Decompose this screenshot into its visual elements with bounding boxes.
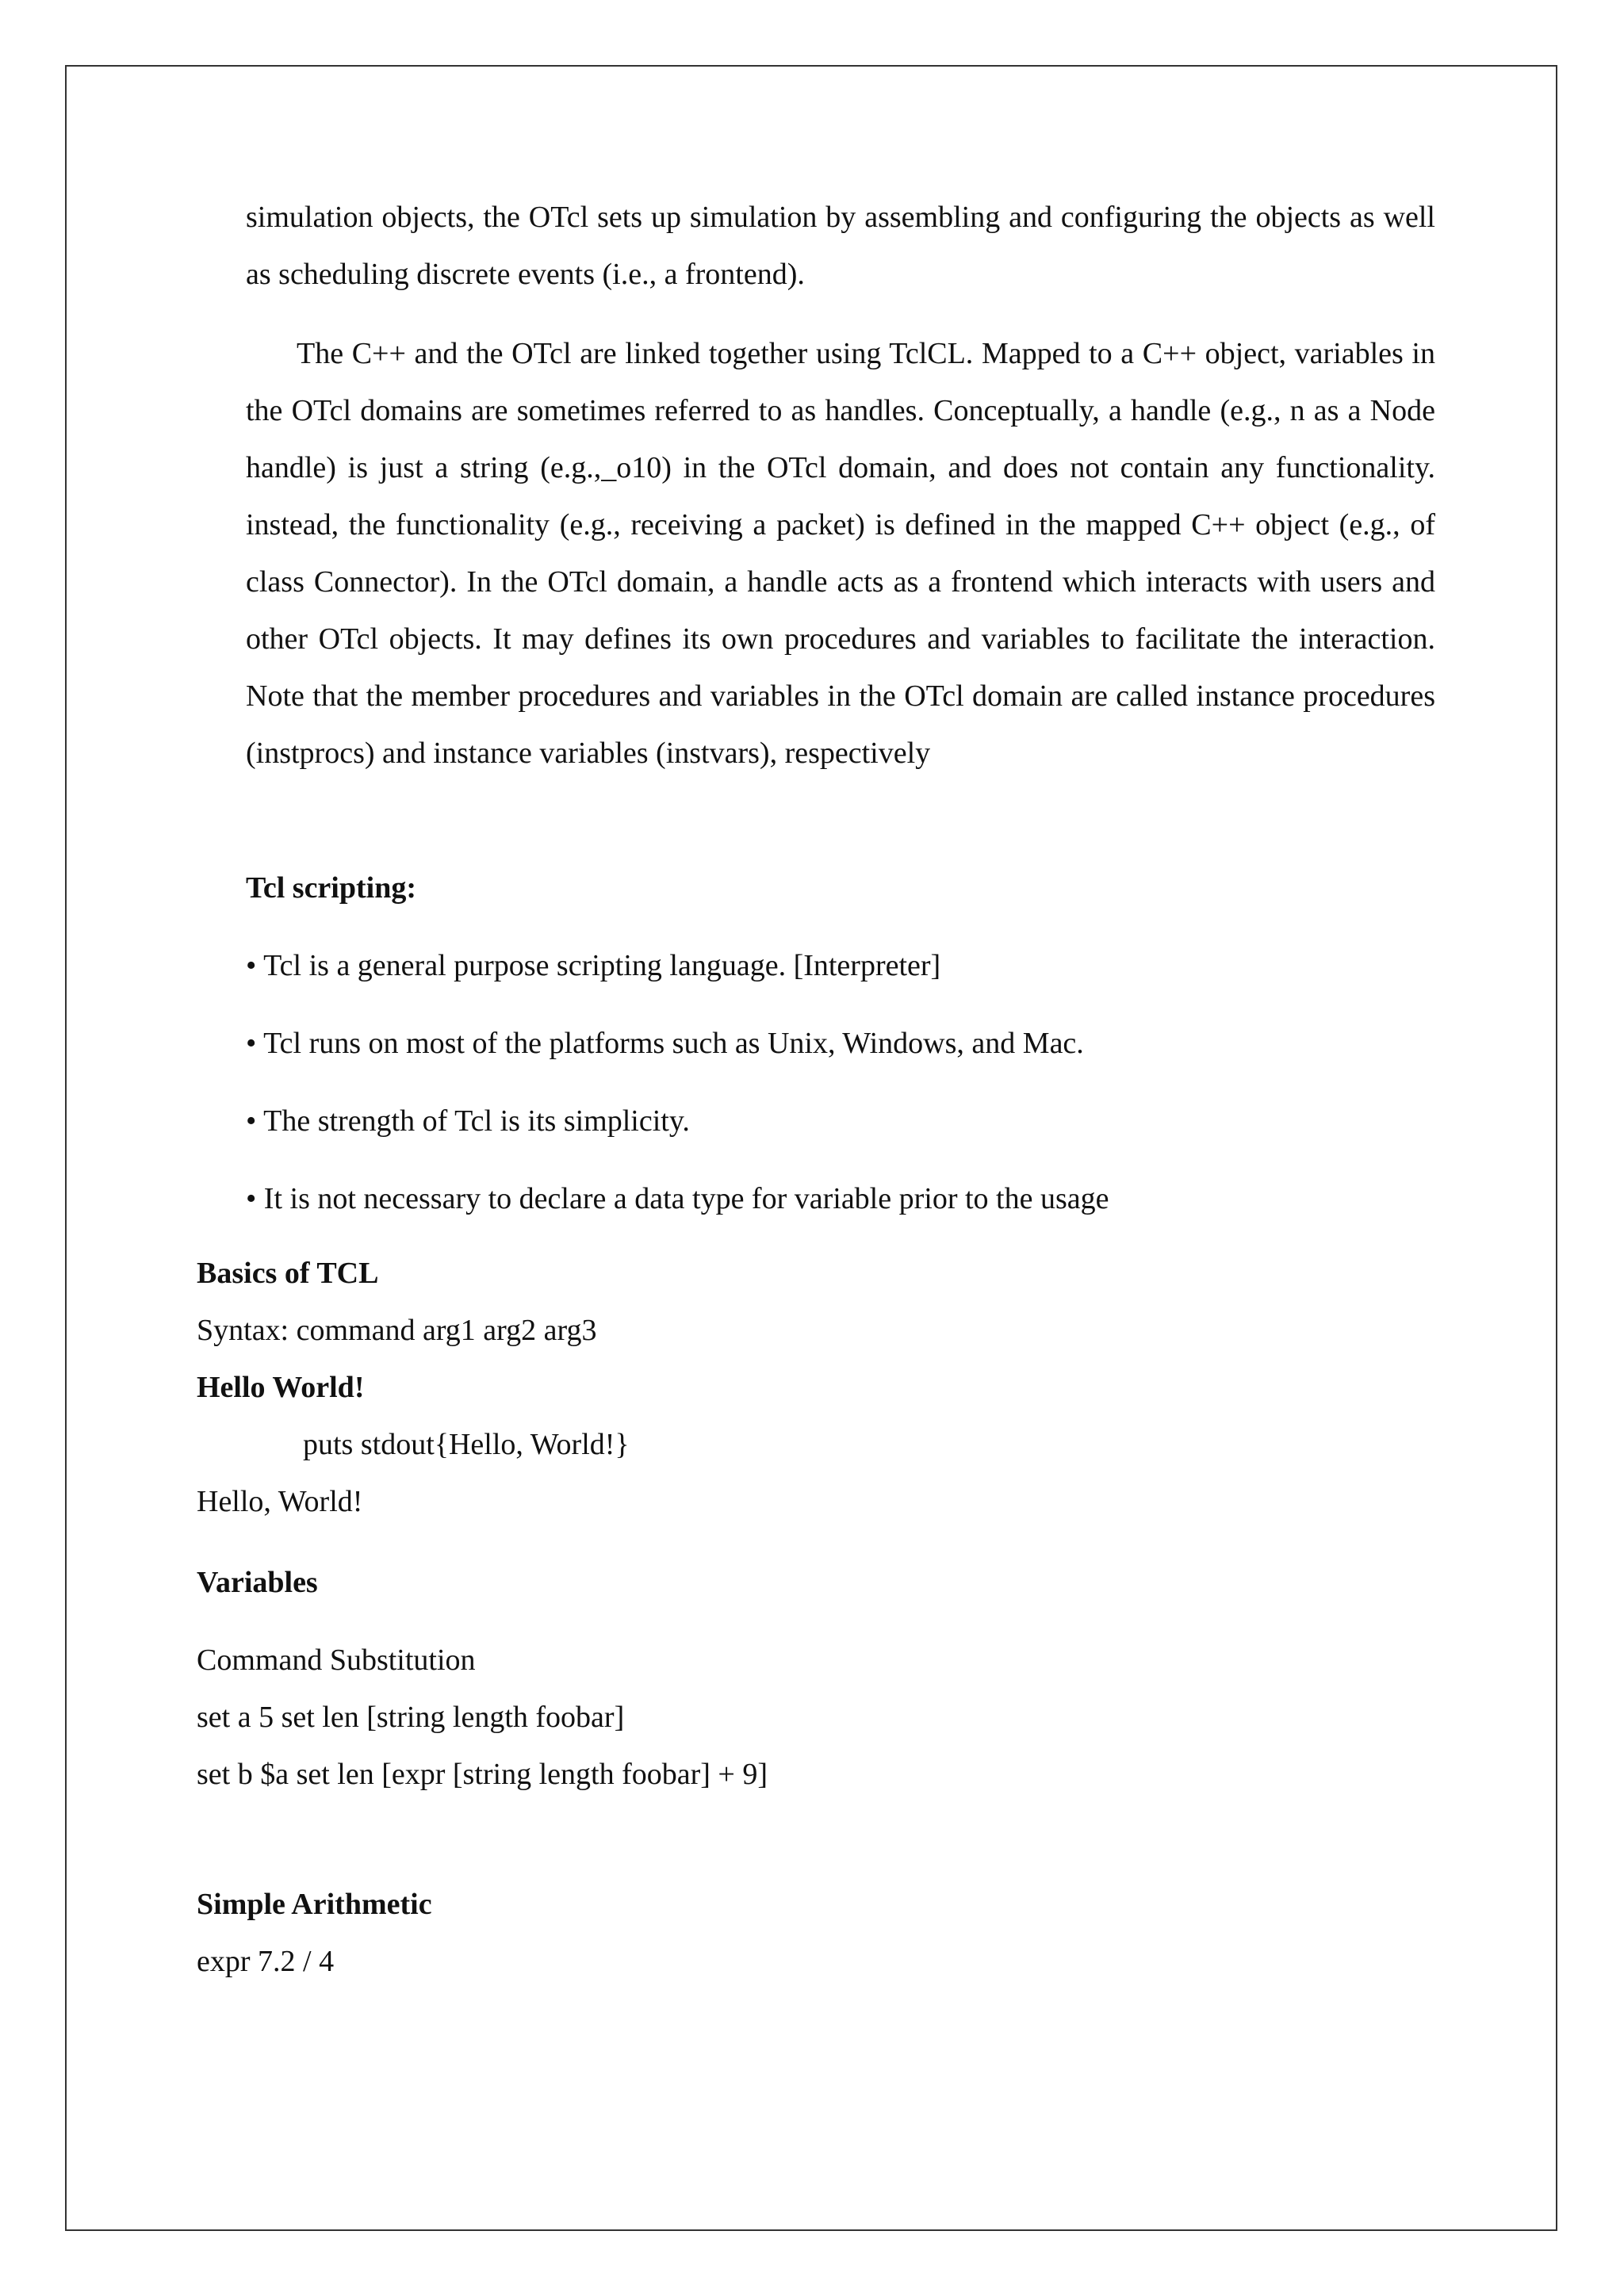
arithmetic-heading: Simple Arithmetic xyxy=(197,1888,432,1921)
paragraph-tclcl-linking: The C++ and the OTcl are linked together using TclCL. Mapped to a C++ object, variables in the OTcl domains are sometimes referred to as handles. Conceptually, a handle (e.g., n as a Node handle) is just a string (e.g.,_o10) in the OTcl domain, and does not contain any functionality. instead, the functionality (e.g., receiving a packet) is defined in the mapped C++ object (e.g., of class Connector). In the OTcl domain, a handle acts as a frontend which interacts with users and other OTcl objects. It may defines its own procedures and variables to facilitate the interaction. Note that the member procedures and variables in the OTcl domain are called instance procedures (instprocs) and instance variables (instvars), respectively xyxy=(246,337,1435,770)
arithmetic-section xyxy=(197,1876,1465,1990)
variables-heading: Variables xyxy=(197,1566,318,1599)
paragraph-simulation-objects: simulation objects, the OTcl sets up simulation by assembling and configuring the objects as well as scheduling discrete events (i.e., a frontend). xyxy=(246,201,1435,291)
variables-code-line: set b $a set len [expr [string length foobar] + 9] xyxy=(197,1758,768,1791)
bullet-item: • The strength of Tcl is its simplicity. xyxy=(246,1104,690,1138)
intro-section xyxy=(246,189,1435,303)
tcl-scripting-heading: Tcl scripting: xyxy=(246,871,416,905)
tcl-scripting-section xyxy=(246,859,1435,916)
bullet-item: • Tcl runs on most of the platforms such as Unix, Windows, and Mac. xyxy=(246,1027,1084,1060)
command-substitution-section xyxy=(197,1632,1465,1803)
hello-world-code: puts stdout{Hello, World!} xyxy=(303,1428,630,1461)
hello-world-heading: Hello World! xyxy=(197,1371,365,1404)
bullet-item: • It is not necessary to declare a data type for variable prior to the usage xyxy=(246,1182,1109,1215)
tcl-bullet-list xyxy=(246,937,1435,1227)
hello-world-output: Hello, World! xyxy=(197,1485,363,1518)
tclcl-section xyxy=(246,325,1435,782)
syntax-line: Syntax: command arg1 arg2 arg3 xyxy=(197,1314,597,1347)
variables-code-line: set a 5 set len [string length foobar] xyxy=(197,1701,625,1734)
variables-section xyxy=(197,1554,1465,1611)
arithmetic-code-line: expr 7.2 / 4 xyxy=(197,1945,335,1978)
basics-section xyxy=(197,1245,1465,1530)
basics-heading: Basics of TCL xyxy=(197,1257,379,1290)
command-substitution-heading: Command Substitution xyxy=(197,1644,476,1677)
bullet-item: • Tcl is a general purpose scripting language. [Interpreter] xyxy=(246,949,941,982)
